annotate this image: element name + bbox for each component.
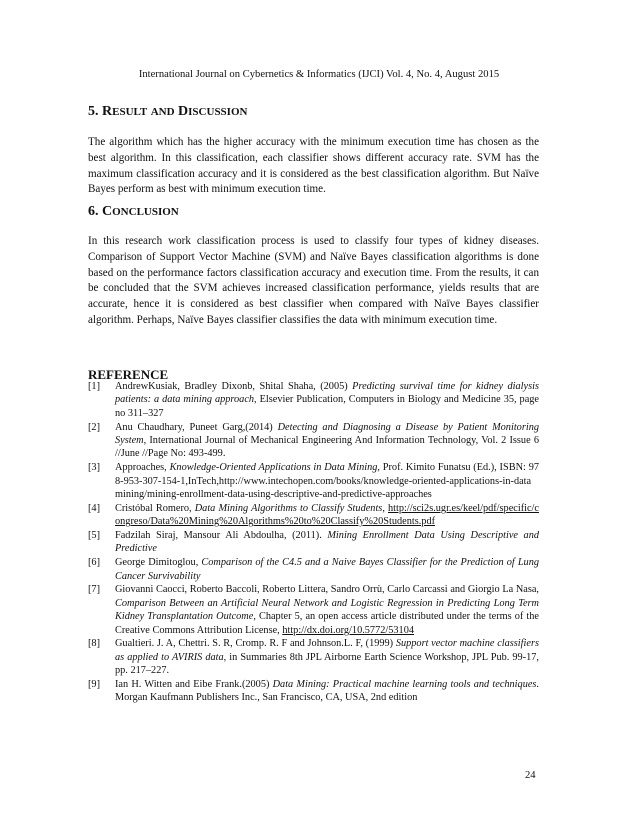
reference-number: [9] [88, 679, 101, 691]
conclusion-body: In this research work classification process is used to classify four types of kidney diseases. Comparison of Support Vector Machine (SVM) and Naïve Bayes classification algorithms is done based on the performance factors classification accuracy and execution time. From the results, it can be concluded that the SVM achieves increased classification performance, yields results that are accurate, hence it is considered as best classifier when compared with Naïve Bayes classifier algorithm. Perhaps, Naïve Bayes classifier classifies the data with minimum execution time. [88, 235, 539, 326]
reference-number: [1] [88, 381, 101, 392]
reference-item [88, 678, 539, 705]
heading-rest: ESULT [112, 106, 148, 118]
reference-item [88, 529, 539, 556]
reference-number: [3] [88, 462, 101, 474]
section-number: 6. [88, 204, 99, 219]
reference-number: [4] [88, 502, 101, 514]
reference-number: [5] [88, 530, 101, 542]
heading-cap: D [178, 104, 189, 119]
reference-link[interactable]: http://sci2s.ugr.es/keel/pdf/specific/congreso/Data%20Mining%20Algorithms%20to%20Classify%20Students.pdf [115, 502, 539, 528]
reference-text: Ian H. Witten and Eibe Frank.(2005) Data Mining: Practical machine learning tools and techniques. Morgan Kaufmann Publishers Inc., San Francisco, CA, USA, 2nd edition [115, 679, 539, 704]
reference-title: Comparison of the C4.5 and a Naive Bayes Classifier for the Prediction of Lung Cancer Survivability [115, 557, 539, 582]
section-heading-conclusion [88, 204, 179, 220]
heading-cap: C [102, 204, 113, 219]
reference-title: Comparison Between an Artificial Neural Network and Logistic Regression in Predicting Long Term Kidney Transplantation Outcome [115, 597, 539, 623]
reference-title: Detecting and Diagnosing a Disease by Patient Monitoring System [115, 421, 539, 447]
section-heading-result-discussion [88, 104, 247, 120]
result-discussion-body: The algorithm which has the higher accuracy with the minimum execution time has chosen as the best algorithm. In this classification, each classifier shows different accuracy rate. SVM has the maximum classification accuracy and it is considered as the best classification algorithm. But Naïve Bayes perform as best with minimum execution time. [88, 136, 539, 196]
reference-heading: REFERENCE [88, 367, 169, 382]
page-number: 24 [525, 770, 536, 781]
reference-item [88, 583, 539, 637]
reference-number: [6] [88, 557, 101, 569]
reference-item [88, 421, 539, 461]
reference-text: Anu Chaudhary, Puneet Garg,(2014) Detecting and Diagnosing a Disease by Patient Monitoring System, International Journal of Mechanical Engineering And Information Technology, Vol. 2 Issue 6 //June //Page No: 493-499. [115, 421, 539, 460]
reference-number: [2] [88, 421, 101, 433]
reference-item [88, 502, 539, 529]
reference-number: [7] [88, 584, 101, 596]
running-header: International Journal on Cybernetics & Informatics (IJCI) Vol. 4, No. 4, August 2015 [138, 69, 500, 80]
reference-text: George Dimitoglou, Comparison of the C4.5 and a Naive Bayes Classifier for the Prediction of Lung Cancer Survivability [115, 557, 539, 582]
reference-item [88, 461, 539, 501]
heading-cap: R [102, 104, 113, 119]
reference-title: Knowledge-Oriented Applications in Data Mining [169, 462, 378, 474]
heading-rest: ISCUSSION [188, 106, 248, 118]
reference-text: Giovanni Caocci, Roberto Baccoli, Roberto Littera, Sandro Orrù, Carlo Carcassi and Giorgio La Nasa, Comparison Between an Artificial Neural Network and Logistic Regression in Predicting Long Term Kidney Transplantation Outcome, Chapter 5, an open access article distributed under the terms of the Creative Commons Attribution License, http://dx.doi.org/10.5772/53104 [115, 584, 540, 636]
reference-title: Mining Enrollment Data Using Descriptive and Predictive [115, 530, 539, 555]
reference-title: Data Mining: Practical machine learning tools and techniques [272, 679, 537, 691]
heading-rest: ONCLUSION [112, 206, 179, 218]
reference-text: Approaches, Knowledge-Oriented Applications in Data Mining, Prof. Kimito Funatsu (Ed.), ISBN: 978-953-307-154-1,InTech,http://www.intechopen.com/books/knowledge-oriented-applications-in-datamining/mining-enrollment-data-using-descriptive-and-predictive-approaches [115, 462, 539, 501]
reference-text: Cristóbal Romero, Data Mining Algorithms to Classify Students, http://sci2s.ugr.es/keel/pdf/specific/congreso/Data%20Mining%20Algorithms%20to%20Classify%20Students.pdf [115, 502, 539, 528]
reference-link[interactable]: http://dx.doi.org/10.5772/53104 [282, 624, 414, 636]
reference-title: Support vector machine classifiers as applied to AVIRIS data [115, 638, 539, 663]
reference-item [88, 380, 539, 420]
reference-list [88, 380, 539, 705]
section-number: 5. [88, 104, 99, 119]
reference-item [88, 556, 539, 583]
reference-number: [8] [88, 638, 101, 650]
heading-and: AND [150, 106, 175, 118]
reference-title: Data Mining Algorithms to Classify Students [194, 502, 383, 514]
reference-title: Predicting survival time for kidney dialysis patients: a data mining approach [115, 381, 539, 406]
reference-item [88, 637, 539, 677]
reference-text: Fadzilah Siraj, Mansour Ali Abdoulha, (2011). Mining Enrollment Data Using Descriptive and Predictive [115, 530, 539, 555]
reference-text: Gualtieri. J. A, Chettri. S. R, Cromp. R. F and Johnson.L. F, (1999) Support vector machine classifiers as applied to AVIRIS data, in Summaries 8th JPL Airborne Earth Science Workshop, JPL Pub. 99-17, pp. 217–227. [115, 638, 539, 677]
reference-text: AndrewKusiak, Bradley Dixonb, Shital Shaha, (2005) Predicting survival time for kidney dialysis patients: a data mining approach, Elsevier Publication, Computers in Biology and Medicine 35, page no 311–327 [115, 381, 539, 419]
